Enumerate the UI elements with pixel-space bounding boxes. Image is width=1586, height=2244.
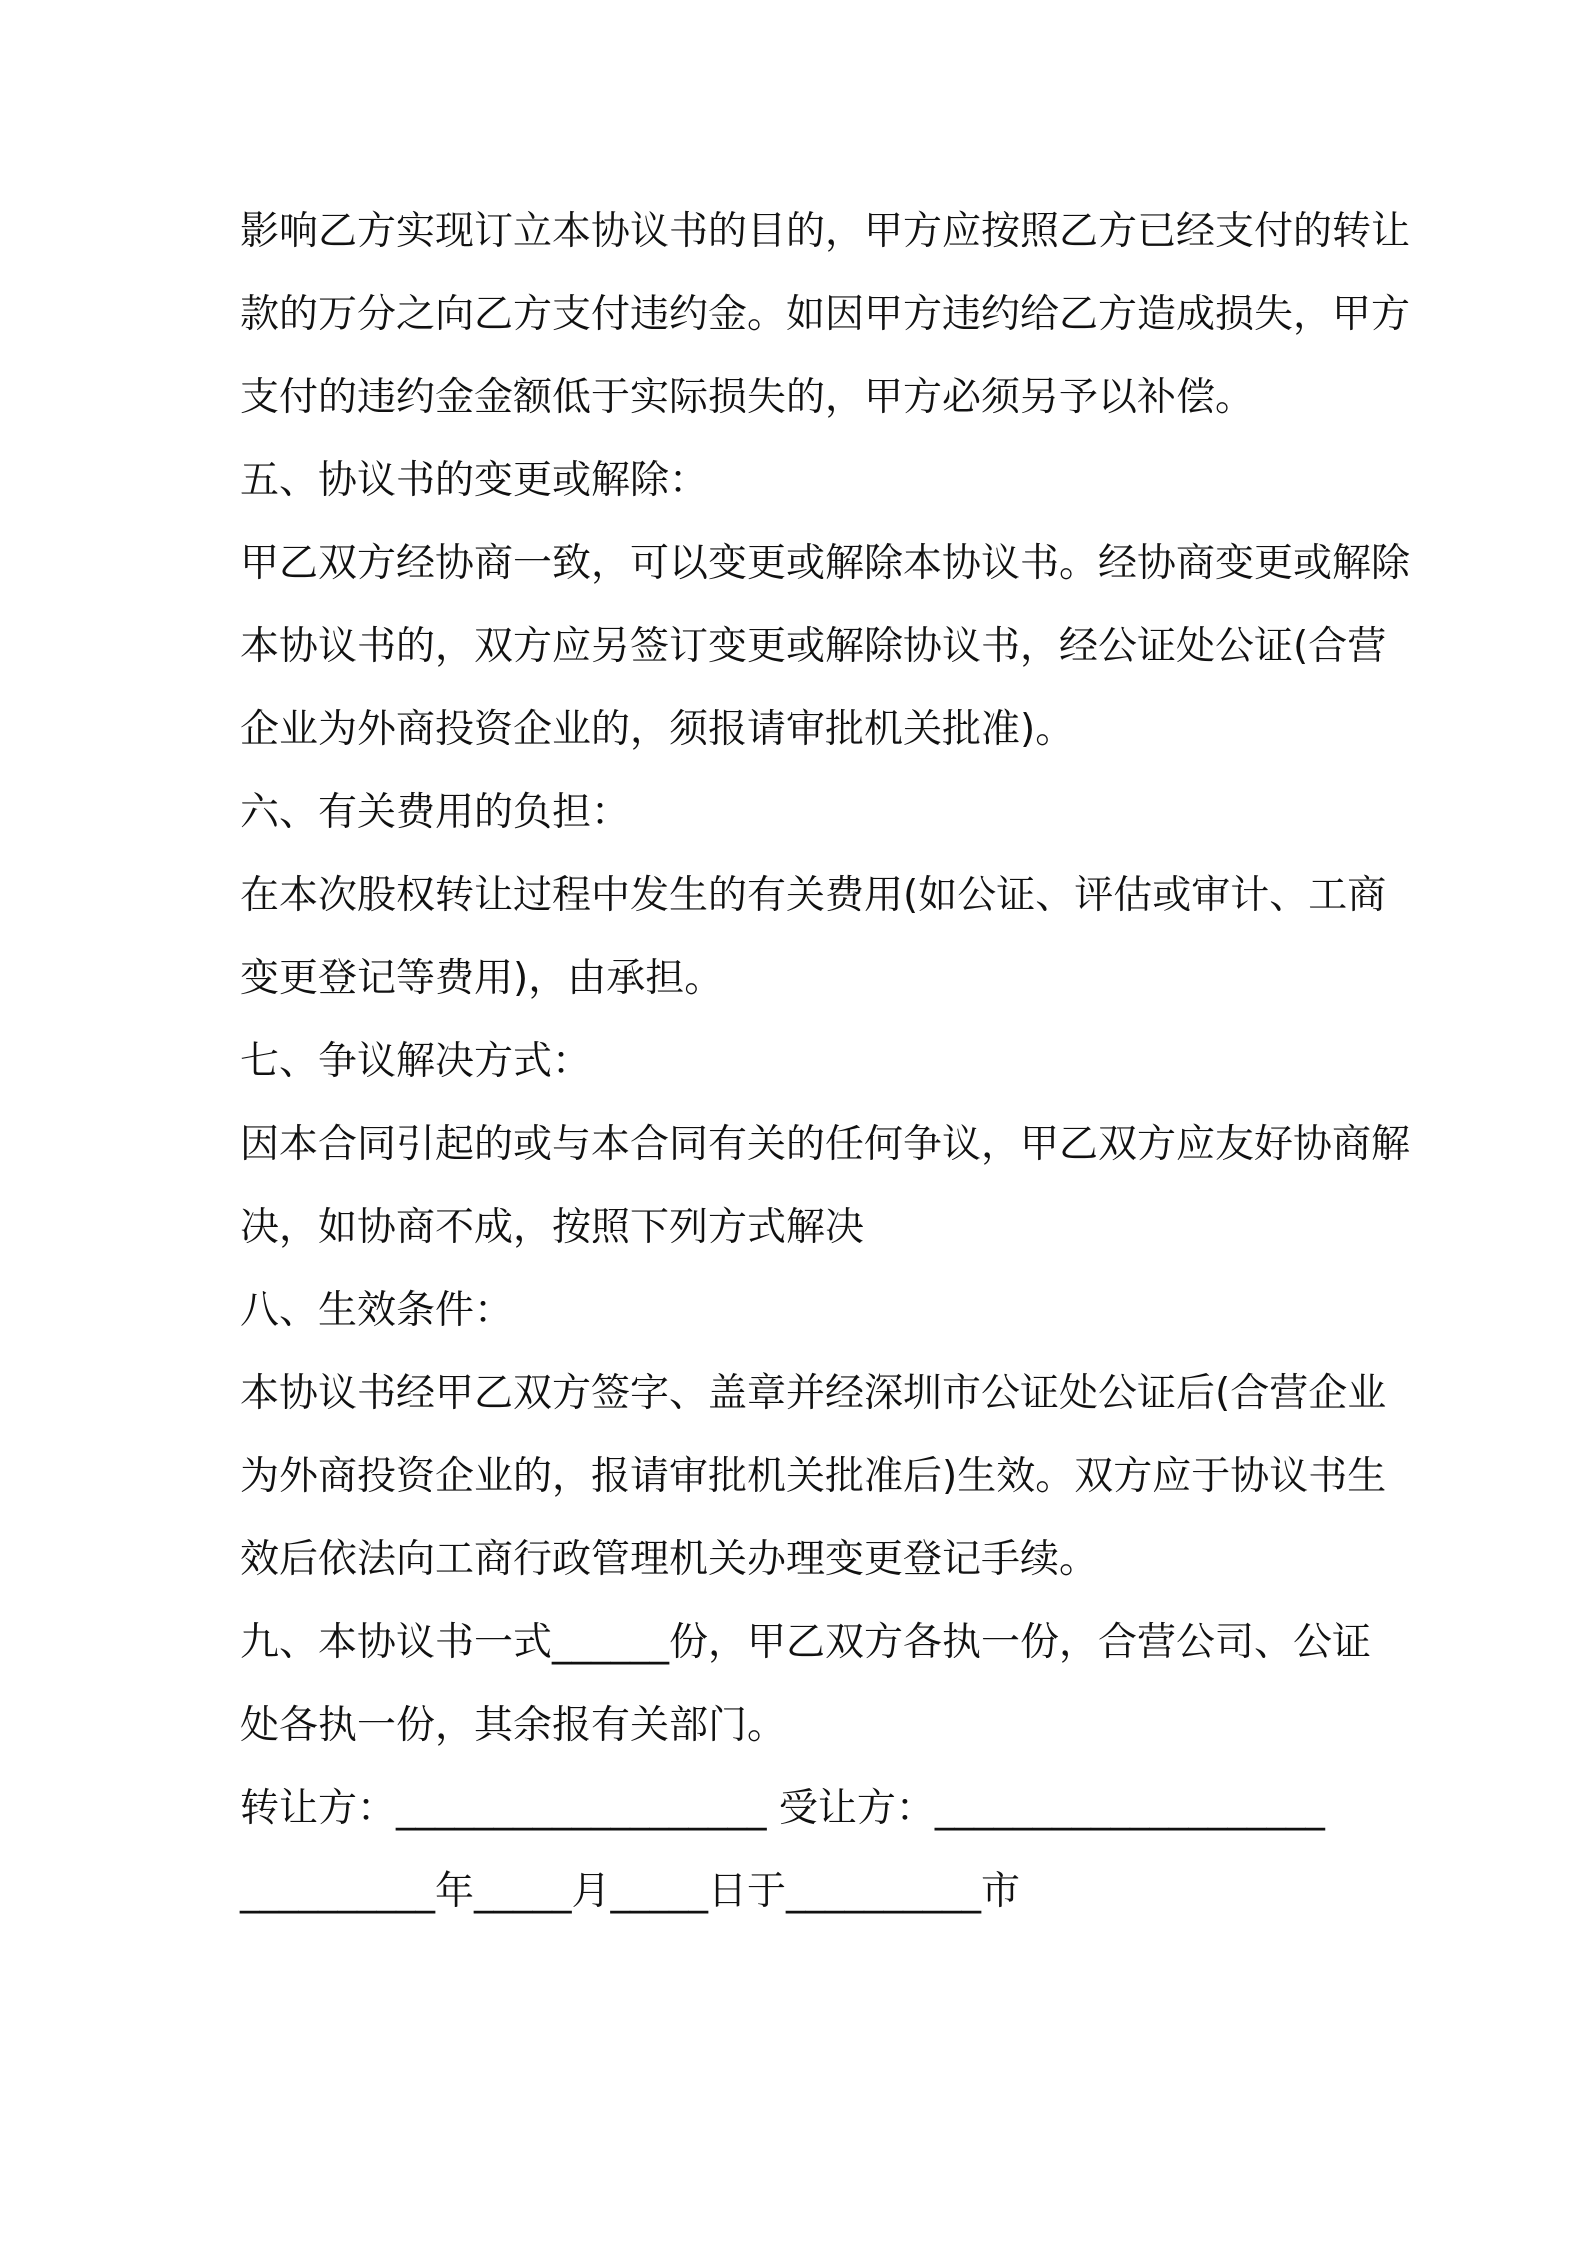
text-line: 影响乙方实现订立本协议书的目的，甲方应按照乙方已经支付的转让 xyxy=(240,209,1411,254)
section-heading-eight: 八、生效条件： xyxy=(240,1288,514,1333)
text-line: 款的万分之向乙方支付违约金。如因甲方违约给乙方造成损失，甲方 xyxy=(240,292,1411,337)
text-line: 因本合同引起的或与本合同有关的任何争议，甲乙双方应友好协商解 xyxy=(240,1122,1411,1167)
text-line: 在本次股权转让过程中发生的有关费用(如公证、评估或审计、工商 xyxy=(240,873,1387,918)
section-heading-six: 六、有关费用的负担： xyxy=(240,790,631,835)
text-line: 企业为外商投资企业的，须报请审批机关批准)。 xyxy=(240,707,1075,752)
text-line: 本协议书的，双方应另签订变更或解除协议书，经公证处公证(合营 xyxy=(240,624,1387,669)
text-line: 处各执一份，其余报有关部门。 xyxy=(240,1703,787,1748)
section-heading-five: 五、协议书的变更或解除： xyxy=(240,458,709,503)
text-line: 支付的违约金金额低于实际损失的，甲方必须另予以补偿。 xyxy=(240,375,1255,420)
text-line: 效后依法向工商行政管理机关办理变更登记手续。 xyxy=(240,1537,1099,1582)
date-place-line: __________年_____月_____日于__________市 xyxy=(240,1869,1021,1914)
text-line: 本协议书经甲乙双方签字、盖章并经深圳市公证处公证后(合营企业 xyxy=(240,1371,1387,1416)
section-heading-nine: 九、本协议书一式______份，甲乙双方各执一份，合营公司、公证 xyxy=(240,1620,1372,1665)
text-line: 决，如协商不成，按照下列方式解决 xyxy=(240,1205,865,1250)
section-heading-seven: 七、争议解决方式： xyxy=(240,1039,592,1084)
text-line: 甲乙双方经协商一致，可以变更或解除本协议书。经协商变更或解除 xyxy=(240,541,1411,586)
document-body xyxy=(240,190,1411,1933)
text-line: 变更登记等费用)，由承担。 xyxy=(240,956,724,1001)
signature-line: 转让方：___________________ 受让方：____________________ xyxy=(240,1786,1325,1831)
text-line: 为外商投资企业的，报请审批机关批准后)生效。双方应于协议书生 xyxy=(240,1454,1387,1499)
